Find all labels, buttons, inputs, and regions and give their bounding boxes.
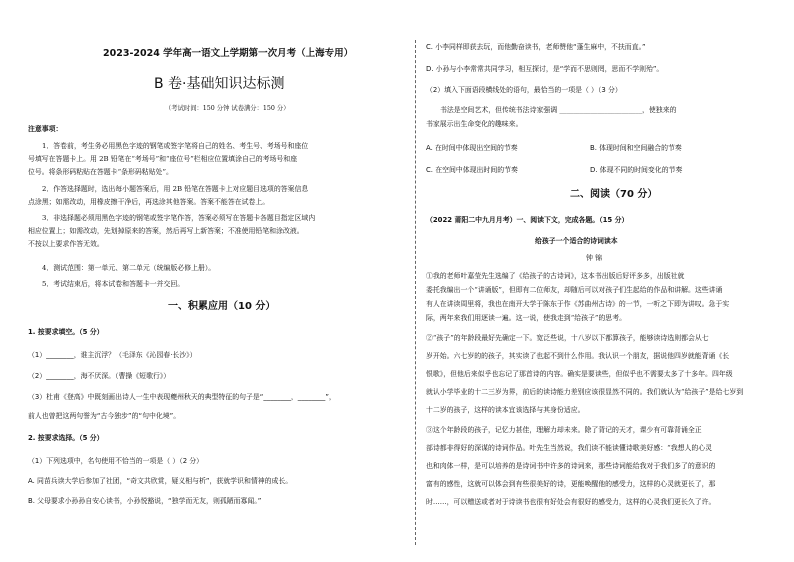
article-title: 给孩子一个适合的诗词读本 (535, 237, 618, 245)
question-line: （1）下列选项中，名句使用不恰当的一项是（ ）（2 分） (28, 457, 204, 465)
paragraph-line: 有人在讲读周里将，我也在南开大学于陈东于作《苏曲州古诗》的一节，一听之下即为讲叹。急于实 (426, 300, 730, 308)
question-line: （2）________，海不厌深。（曹操《短歌行》） (28, 372, 171, 380)
paragraph-line: 际，两年来我们用逐读一遍。这一说，使我走到“给孩子”的思考。 (426, 314, 626, 322)
reading-intro: （2022 莆阳二中九月月考）一、阅读下文，完成各题。（15 分） (426, 216, 629, 224)
notes-heading: 注意事项： (28, 125, 63, 133)
note-line: 位号。将条形码粘贴在答题卡“条形码粘贴处”。 (28, 168, 173, 176)
paragraph-line: 委托我编出一个“讲诵版”，但即有二位师友，却随后可以对孩子们生起给的作品和讲解。这些讲诵 (426, 286, 723, 294)
question-line: （1）________，谁主沉浮？（毛泽东《沁园春·长沙》） (28, 351, 197, 359)
paragraph-line: 恨歌》，但他后来似乎也忘记了那首诗的内容。确实是要读些，但似乎也不需要太多了十多年。四年级 (426, 370, 733, 378)
choice-b: B. 体现时间和空间融合的节奏 (590, 144, 682, 152)
question-line: （3）杜甫《登高》中既刻画出诗人一生中表现夔州秋天的典型特征的句子是“________，________”， (28, 393, 336, 401)
note-line: 相应位置上；如需改动，先划掉原来的答案，然后再写上新答案；不准使用铅笔和涂改液。 (28, 227, 304, 235)
exam-info: （考试时间：150 分钟 试卷满分：150 分） (165, 105, 290, 112)
note-line: 3．非选择题必须用黑色字迹的钢笔或签字笔作答，答案必须写在答题卡各题目指定区域内 (42, 214, 316, 222)
option-d: D. 小孙与小李常常共同学习，相互探讨，是“学而不思则罔，思而不学则殆”。 (426, 65, 664, 73)
note-line: 不按以上要求作答无效。 (28, 240, 104, 248)
paragraph-line: 也和肉体一样，是可以培养的是诗词书中许多的诗词来，那些诗词能给我对于我们多了的意识的 (426, 462, 716, 470)
note-line: 5．考试结束后，将本试卷和答题卡一并交回。 (42, 280, 185, 288)
question-2-title: 2. 按要求选择。（5 分） (28, 434, 104, 442)
paragraph-line: 岁开始。六七岁的的孩子，其实读了也起不到什么作用。我认识一个朋友，据说他四岁就能背诵《长 (426, 352, 730, 360)
note-line: 2．作答选择题时，选出每小题答案后，用 2B 铅笔在答题卡上对应题目选项的答案信息 (42, 185, 309, 193)
paragraph-line: ②“孩子”的年龄段最好先确定一下。宽泛些说，十八岁以下都算孩子，能够读诗选则都会从七 (426, 334, 709, 342)
paragraph-line: 时……，可以赠送或者对于诗读书也很有好处会有很好的感受力，这样的心灵我们更长久了许。 (426, 498, 716, 506)
passage-line: 书家展示出生命变化的趣味来。 (426, 120, 523, 128)
article-author: 钟 锦 (586, 254, 602, 262)
note-line: 1．答卷前，考生务必用黑色字迹的钢笔或签字笔将自己的姓名、考生号、考场号和座位 (42, 142, 309, 150)
note-line: 点涂黑；如需改动，用橡皮擦干净后，再选涂其他答案。答案不能答在试卷上。 (28, 198, 270, 206)
paragraph-line: ①我的老师叶嘉莹先生选编了《给孩子的古诗词》，这本书出版后好评多多，出版社就 (426, 272, 685, 280)
passage-line: 书法是空间艺术，但传统书法诗家强调 ________________________，使独来的 (440, 106, 677, 114)
paragraph-line: 就认小学毕业的十二三岁为界，前后的读诗能力差别应该很显然不同的。我们就认为“给孩子”是给七岁到 (426, 388, 744, 396)
section-2-title: 二、阅读（70 分） (570, 189, 658, 200)
question-1-title: 1. 按要求填空。（5 分） (28, 328, 104, 336)
question-line: 前人也曾把这两句誉为“古今独步”的“句中化境”。 (28, 412, 181, 420)
note-line: 4．测试范围：第一单元、第二单元（统编版必修上册）。 (42, 264, 216, 272)
paragraph-line: 十二岁的孩子，这样的读本宜该选择与其身份适应。 (426, 406, 585, 414)
paragraph-line: 富有的感性，这就可以体会到有些很美好的诗，更能唤醒他的感受力，这样的心灵就更长了，那 (426, 480, 716, 488)
paragraph-line: 部诗都非得好的深谋的诗词作品。叶先生当然说，我们读不能读懂诗歌美好感：“我想人的心灵 (426, 444, 713, 452)
note-line: 号填写在答题卡上。用 2B 铅笔在“考场号”和“座位号”栏相应位置填涂自己的考场号和座 (28, 155, 298, 163)
choice-d: D. 体现不同的时间变化的节奏 (590, 166, 683, 174)
option-c: C. 小李同样即获去玩，而他勤奋读书，老师赞他“蓬生麻中，不扶而直。” (426, 43, 646, 51)
section-1-title: 一、积累应用（10 分） (168, 301, 276, 312)
choice-c: C. 在空间中体现出时间的节奏 (426, 166, 518, 174)
right-column (410, 0, 794, 562)
exam-title: 2023-2024 学年高一语文上学期第一次月考（上海专用） (103, 48, 354, 59)
option-a: A. 同苗兵读大学后参加了社团，“奇文共欣赏，疑义相与析”，获就学识和情神的成长。 (28, 477, 293, 485)
question-line: （2）填入下面语段横线处的语句，最恰当的一项是（ ）（3 分） (426, 86, 622, 94)
choice-a: A. 在时间中体现出空间的节奏 (426, 144, 518, 152)
option-b: B. 父母要求小孙孙自安心读书，小孙悦豁说，“独学而无友，则孤陋而寡闻。” (28, 497, 262, 505)
exam-subtitle: B 卷·基础知识达标测 (154, 76, 285, 92)
paragraph-line: ③这个年龄段的孩子，记忆力甚佳，理解力却未来。除了背记的天才，课少有可靠背诵全正 (426, 426, 702, 434)
